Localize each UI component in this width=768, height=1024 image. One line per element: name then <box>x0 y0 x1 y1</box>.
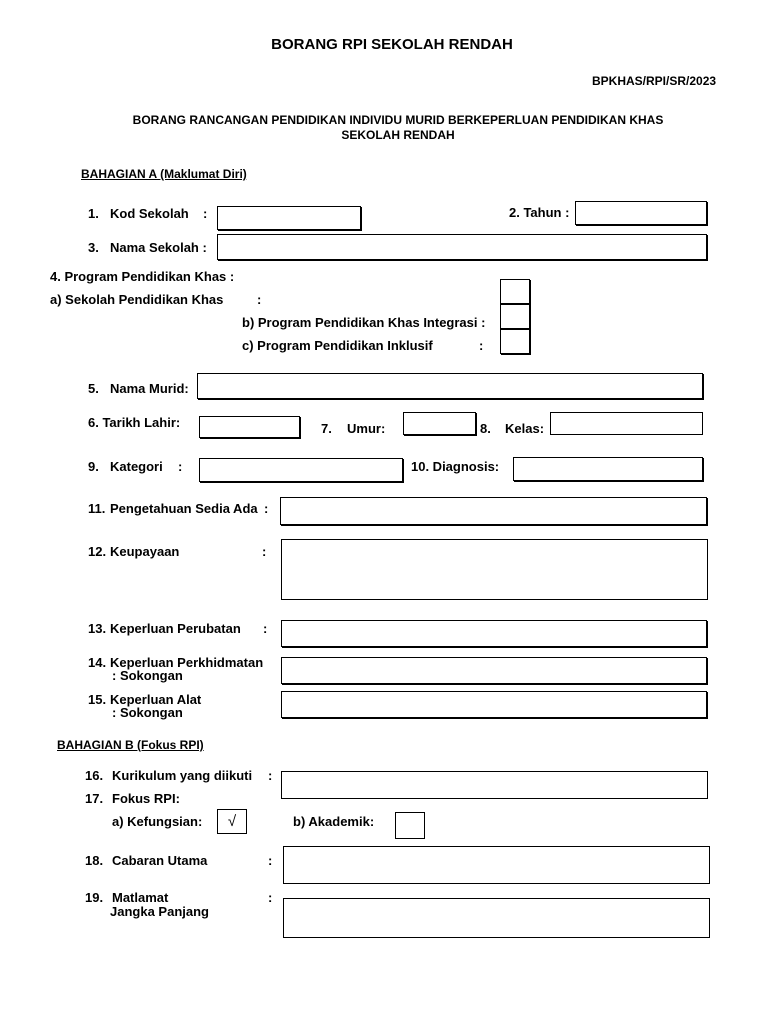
sekolah-pendidikan-khas-checkbox[interactable] <box>500 279 530 304</box>
field-19-colon: : <box>268 890 273 905</box>
form-code: BPKHAS/RPI/SR/2023 <box>592 74 717 88</box>
field-1-label: Kod Sekolah <box>110 206 189 221</box>
field-12-number: 12. <box>88 544 107 559</box>
field-1-colon: : <box>203 206 208 221</box>
field-8-number: 8. <box>480 421 491 436</box>
field-4-label: 4. Program Pendidikan Khas : <box>50 269 235 284</box>
kod-sekolah-field[interactable] <box>217 206 361 230</box>
kurikulum-field[interactable] <box>281 771 708 799</box>
field-3-label: Nama Sekolah : <box>110 240 207 255</box>
nama-sekolah-field[interactable] <box>217 234 707 260</box>
field-17-number: 17. <box>85 791 104 806</box>
field-9-colon: : <box>178 459 183 474</box>
field-14-number: 14. <box>88 655 107 670</box>
field-15-label-line2: : Sokongan <box>112 705 183 720</box>
field-11-number: 11. <box>88 501 106 516</box>
field-9-label: Kategori <box>110 459 163 474</box>
kategori-field[interactable] <box>199 458 403 482</box>
field-4b-label: b) Program Pendidikan Khas Integrasi : <box>242 315 486 330</box>
program-integrasi-checkbox[interactable] <box>500 304 530 329</box>
field-15-number: 15. <box>88 692 107 707</box>
field-19-label-line2: Jangka Panjang <box>110 904 209 919</box>
field-13-label: Keperluan Perubatan <box>110 621 241 636</box>
field-8-label: Kelas: <box>505 421 545 436</box>
page-title: BORANG RPI SEKOLAH RENDAH <box>271 36 513 53</box>
field-17a-label: a) Kefungsian: <box>112 814 203 829</box>
field-11-label: Pengetahuan Sedia Ada <box>110 501 258 516</box>
akademik-checkbox[interactable] <box>395 812 425 839</box>
field-7-label: Umur: <box>347 421 386 436</box>
field-17-label: Fokus RPI: <box>112 791 180 806</box>
field-3-number: 3. <box>88 240 99 255</box>
kelas-field[interactable] <box>550 412 703 435</box>
field-9-number: 9. <box>88 459 99 474</box>
keperluan-perubatan-field[interactable] <box>281 620 707 647</box>
form-subtitle-line1: BORANG RANCANGAN PENDIDIKAN INDIVIDU MURID BERKEPERLUAN PENDIDIKAN KHAS <box>132 113 664 127</box>
field-10-label: 10. Diagnosis: <box>411 459 500 474</box>
field-15-label: Keperluan Alat <box>110 692 202 707</box>
field-19-number: 19. <box>85 890 104 905</box>
field-1-number: 1. <box>88 206 99 221</box>
section-b-heading: BAHAGIAN B (Fokus RPI) <box>57 738 204 752</box>
diagnosis-field[interactable] <box>513 457 703 481</box>
kefungsian-checkbox[interactable]: √ <box>217 809 247 834</box>
field-6-label: 6. Tarikh Lahir: <box>88 415 181 430</box>
pengetahuan-sedia-ada-field[interactable] <box>280 497 707 525</box>
form-subtitle-line2: SEKOLAH RENDAH <box>341 128 455 142</box>
field-19-label: Matlamat <box>112 890 169 905</box>
tarikh-lahir-field[interactable] <box>199 416 300 438</box>
tahun-field[interactable] <box>575 201 707 225</box>
field-14-label-line2: : Sokongan <box>112 668 183 683</box>
field-17b-label: b) Akademik: <box>293 814 375 829</box>
field-13-number: 13. <box>88 621 107 636</box>
program-inklusif-checkbox[interactable] <box>500 329 530 354</box>
umur-field[interactable] <box>403 412 476 435</box>
field-18-label: Cabaran Utama <box>112 853 208 868</box>
section-a-heading: BAHAGIAN A (Maklumat Diri) <box>81 167 247 181</box>
field-12-label: Keupayaan <box>110 544 180 559</box>
field-16-number: 16. <box>85 768 104 783</box>
field-16-colon: : <box>268 768 273 783</box>
field-12-colon: : <box>262 544 267 559</box>
field-7-number: 7. <box>321 421 332 436</box>
field-4a-label: a) Sekolah Pendidikan Khas <box>50 292 224 307</box>
field-11-colon: : <box>264 501 269 516</box>
field-4c-colon: : <box>479 338 484 353</box>
nama-murid-field[interactable] <box>197 373 703 399</box>
keperluan-perkhidmatan-field[interactable] <box>281 657 707 684</box>
field-4a-colon: : <box>257 292 262 307</box>
field-14-label: Keperluan Perkhidmatan <box>110 655 264 670</box>
field-2-label: 2. Tahun : <box>509 205 570 220</box>
field-5-number: 5. <box>88 381 99 396</box>
field-18-number: 18. <box>85 853 104 868</box>
keperluan-alat-field[interactable] <box>281 691 707 718</box>
field-13-colon: : <box>263 621 268 636</box>
field-4c-label: c) Program Pendidikan Inklusif <box>242 338 433 353</box>
matlamat-jangka-panjang-field[interactable] <box>283 898 710 938</box>
field-16-label: Kurikulum yang diikuti <box>112 768 253 783</box>
cabaran-utama-field[interactable] <box>283 846 710 884</box>
field-5-label: Nama Murid: <box>110 381 189 396</box>
field-18-colon: : <box>268 853 273 868</box>
keupayaan-field[interactable] <box>281 539 708 600</box>
